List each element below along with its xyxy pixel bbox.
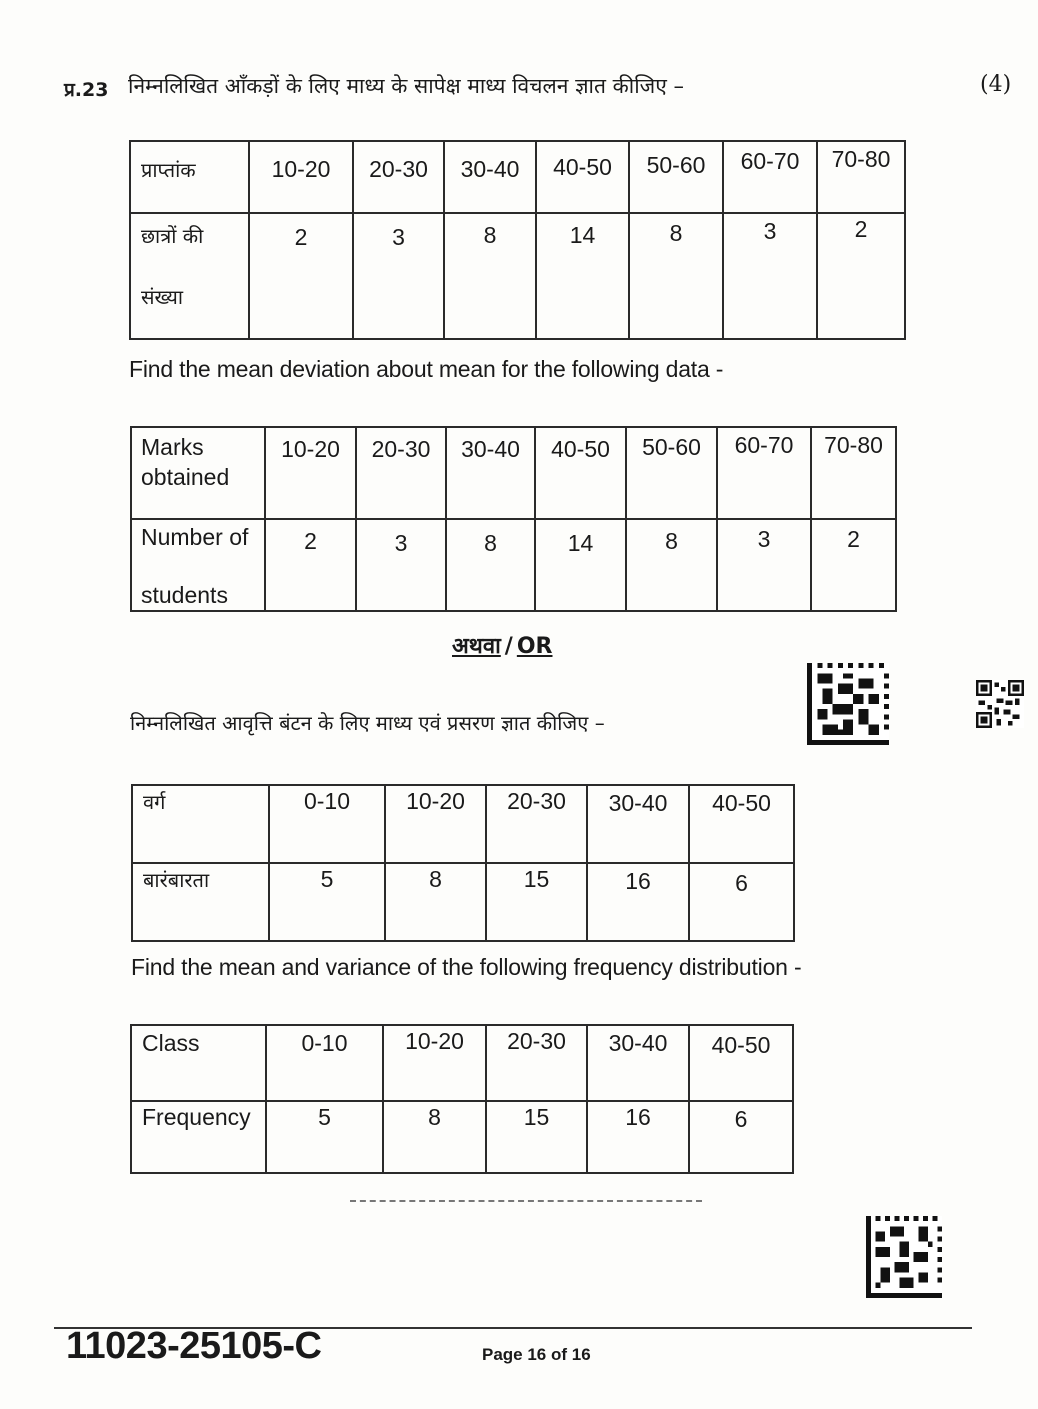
class-cell: 30-40 — [587, 785, 689, 863]
value-cell: 8 — [444, 213, 536, 339]
value-cell: 15 — [486, 863, 587, 941]
or-separator: अथवा / OR — [452, 634, 553, 659]
table-row-header: Class — [131, 1025, 266, 1101]
value-cell: 3 — [356, 519, 446, 611]
class-cell: 20-30 — [356, 427, 446, 519]
class-cell: 10-20 — [385, 785, 486, 863]
class-cell: 50-60 — [629, 141, 723, 213]
class-cell: 50-60 — [626, 427, 717, 519]
table-row-header: Frequency — [131, 1101, 266, 1173]
class-cell: 60-70 — [717, 427, 811, 519]
class-cell: 10-20 — [383, 1025, 486, 1101]
class-cell: 40-50 — [536, 141, 629, 213]
table-hindi-frequency — [131, 784, 795, 942]
value-cell: 2 — [817, 213, 905, 339]
class-cell: 40-50 — [689, 785, 794, 863]
value-cell: 5 — [269, 863, 385, 941]
value-cell: 16 — [587, 1101, 689, 1173]
table-row-header: Number of students — [131, 519, 265, 611]
datamatrix-code-icon — [866, 1216, 942, 1298]
table-row-header: वर्ग — [132, 785, 269, 863]
paper-code: 11023-25105-C — [66, 1325, 322, 1367]
value-cell: 8 — [385, 863, 486, 941]
class-cell: 30-40 — [446, 427, 535, 519]
end-of-paper-divider — [350, 1200, 702, 1202]
class-cell: 70-80 — [811, 427, 896, 519]
value-cell: 14 — [535, 519, 626, 611]
value-cell: 15 — [486, 1101, 587, 1173]
class-cell: 0-10 — [266, 1025, 383, 1101]
value-cell: 6 — [689, 1101, 793, 1173]
question-number: प्र.23 — [64, 79, 109, 101]
value-cell: 8 — [629, 213, 723, 339]
table-english-frequency — [130, 1024, 794, 1174]
class-cell: 20-30 — [353, 141, 444, 213]
table-row-header: Marks obtained — [131, 427, 265, 519]
class-cell: 60-70 — [723, 141, 817, 213]
table-english-marks — [130, 426, 897, 612]
value-cell: 14 — [536, 213, 629, 339]
value-cell: 3 — [353, 213, 444, 339]
value-cell: 2 — [249, 213, 353, 339]
page-number: Page 16 of 16 — [482, 1345, 591, 1364]
datamatrix-code-icon — [807, 662, 889, 746]
value-cell: 3 — [717, 519, 811, 611]
value-cell: 8 — [626, 519, 717, 611]
alt-question-text-hindi: निम्नलिखित आवृत्ति बंटन के लिए माध्य एवं प्रसरण ज्ञात कीजिए – — [130, 711, 605, 735]
marks-indicator: (4) — [980, 72, 1012, 97]
class-cell: 0-10 — [269, 785, 385, 863]
class-cell: 30-40 — [587, 1025, 689, 1101]
value-cell: 2 — [265, 519, 356, 611]
table-hindi-marks — [129, 140, 906, 340]
class-cell: 20-30 — [486, 785, 587, 863]
table-row-header: प्राप्तांक — [130, 141, 249, 213]
class-cell: 10-20 — [265, 427, 356, 519]
value-cell: 6 — [689, 863, 794, 941]
class-cell: 40-50 — [689, 1025, 793, 1101]
value-cell: 8 — [383, 1101, 486, 1173]
value-cell: 8 — [446, 519, 535, 611]
class-cell: 40-50 — [535, 427, 626, 519]
class-cell: 10-20 — [249, 141, 353, 213]
class-cell: 70-80 — [817, 141, 905, 213]
class-cell: 30-40 — [444, 141, 536, 213]
value-cell: 2 — [811, 519, 896, 611]
alt-question-text-english: Find the mean and variance of the following frequency distribution - — [131, 954, 802, 980]
value-cell: 3 — [723, 213, 817, 339]
qr-code-icon — [976, 680, 1024, 728]
value-cell: 5 — [266, 1101, 383, 1173]
question-text-english: Find the mean deviation about mean for the following data - — [129, 356, 724, 382]
question-text-hindi: निम्नलिखित आँकड़ों के लिए माध्य के सापेक्ष माध्य विचलन ज्ञात कीजिए – — [128, 74, 685, 98]
table-row-header: बारंबारता — [132, 863, 269, 941]
value-cell: 16 — [587, 863, 689, 941]
table-row-header: छात्रों की संख्या — [130, 213, 249, 339]
class-cell: 20-30 — [486, 1025, 587, 1101]
